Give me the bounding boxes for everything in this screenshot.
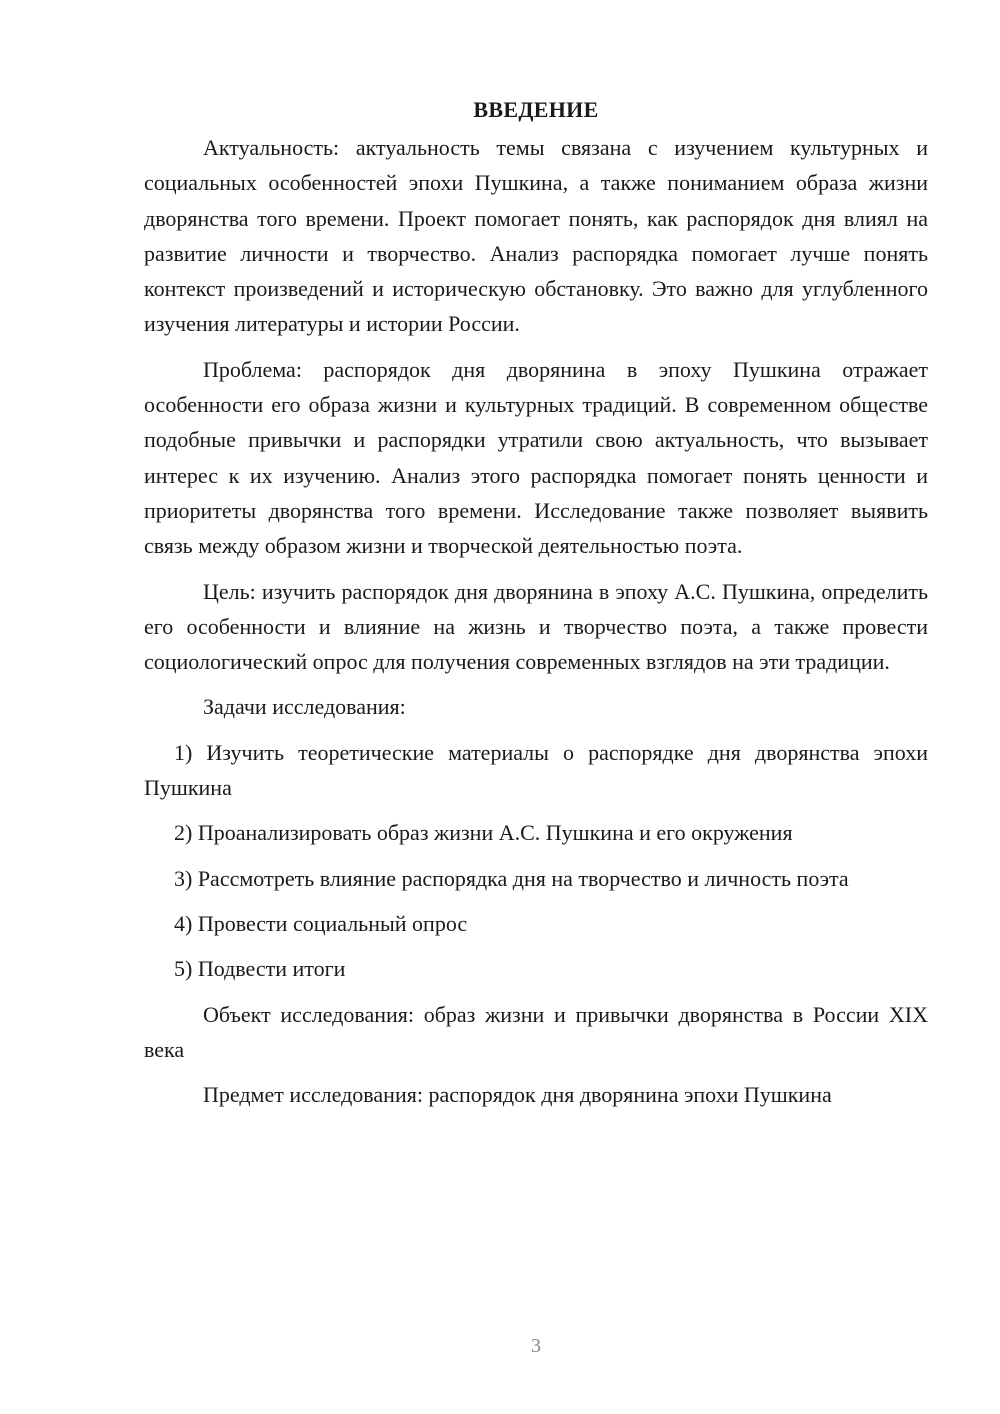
paragraph-object: Объект исследования: образ жизни и привычки дворянства в России XIX века [144, 1001, 928, 1062]
task-item-2: 2) Проанализировать образ жизни А.С. Пушкина и его окружения [174, 820, 793, 846]
paragraph-problem: Проблема: распорядок дня дворянина в эпоху Пушкина отражает особенности его образа жизни и культурных традиций. В современном обществе подобные привычки и распорядки утратили свою актуальность, что вызывает интерес к их изучению. Анализ этого распорядка помогает понять ценности и приоритеты дворянства того времени. Исследование также позволяет выявить связь между образом жизни и творческой деятельностью поэта. [144, 356, 928, 559]
tasks-label: Задачи исследования: [203, 694, 406, 720]
page-number: 3 [531, 1335, 541, 1357]
document-page [144, 92, 928, 1122]
page-title: ВВЕДЕНИЕ [473, 97, 599, 122]
task-item-4: 4) Провести социальный опрос [174, 910, 468, 936]
paragraph-relevance: Актуальность: актуальность темы связана с изучением культурных и социальных особенностей эпохи Пушкина, а также пониманием образа жизни дворянства того времени. Проект помогает понять, как распорядок дня влиял на развитие личности и творчество. Анализ распорядка помогает лучше понять контекст произведений и историческую обстановку. Это важно для углубленного изучения литературы и истории России. [144, 135, 928, 337]
task-item-1: 1) Изучить теоретические материалы о распорядке дня дворянства эпохи Пушкина [144, 739, 928, 801]
paragraph-goal: Цель: изучить распорядок дня дворянина в эпоху А.С. Пушкина, определить его особенности и влияние на жизнь и творчество поэта, а также провести социологический опрос для получения современных взглядов на эти традиции. [144, 578, 928, 675]
task-item-5: 5) Подвести итоги [174, 956, 346, 982]
task-item-3: 3) Рассмотреть влияние распорядка дня на творчество и личность поэта [174, 865, 849, 891]
paragraph-subject: Предмет исследования: распорядок дня дворянина эпохи Пушкина [203, 1082, 832, 1108]
